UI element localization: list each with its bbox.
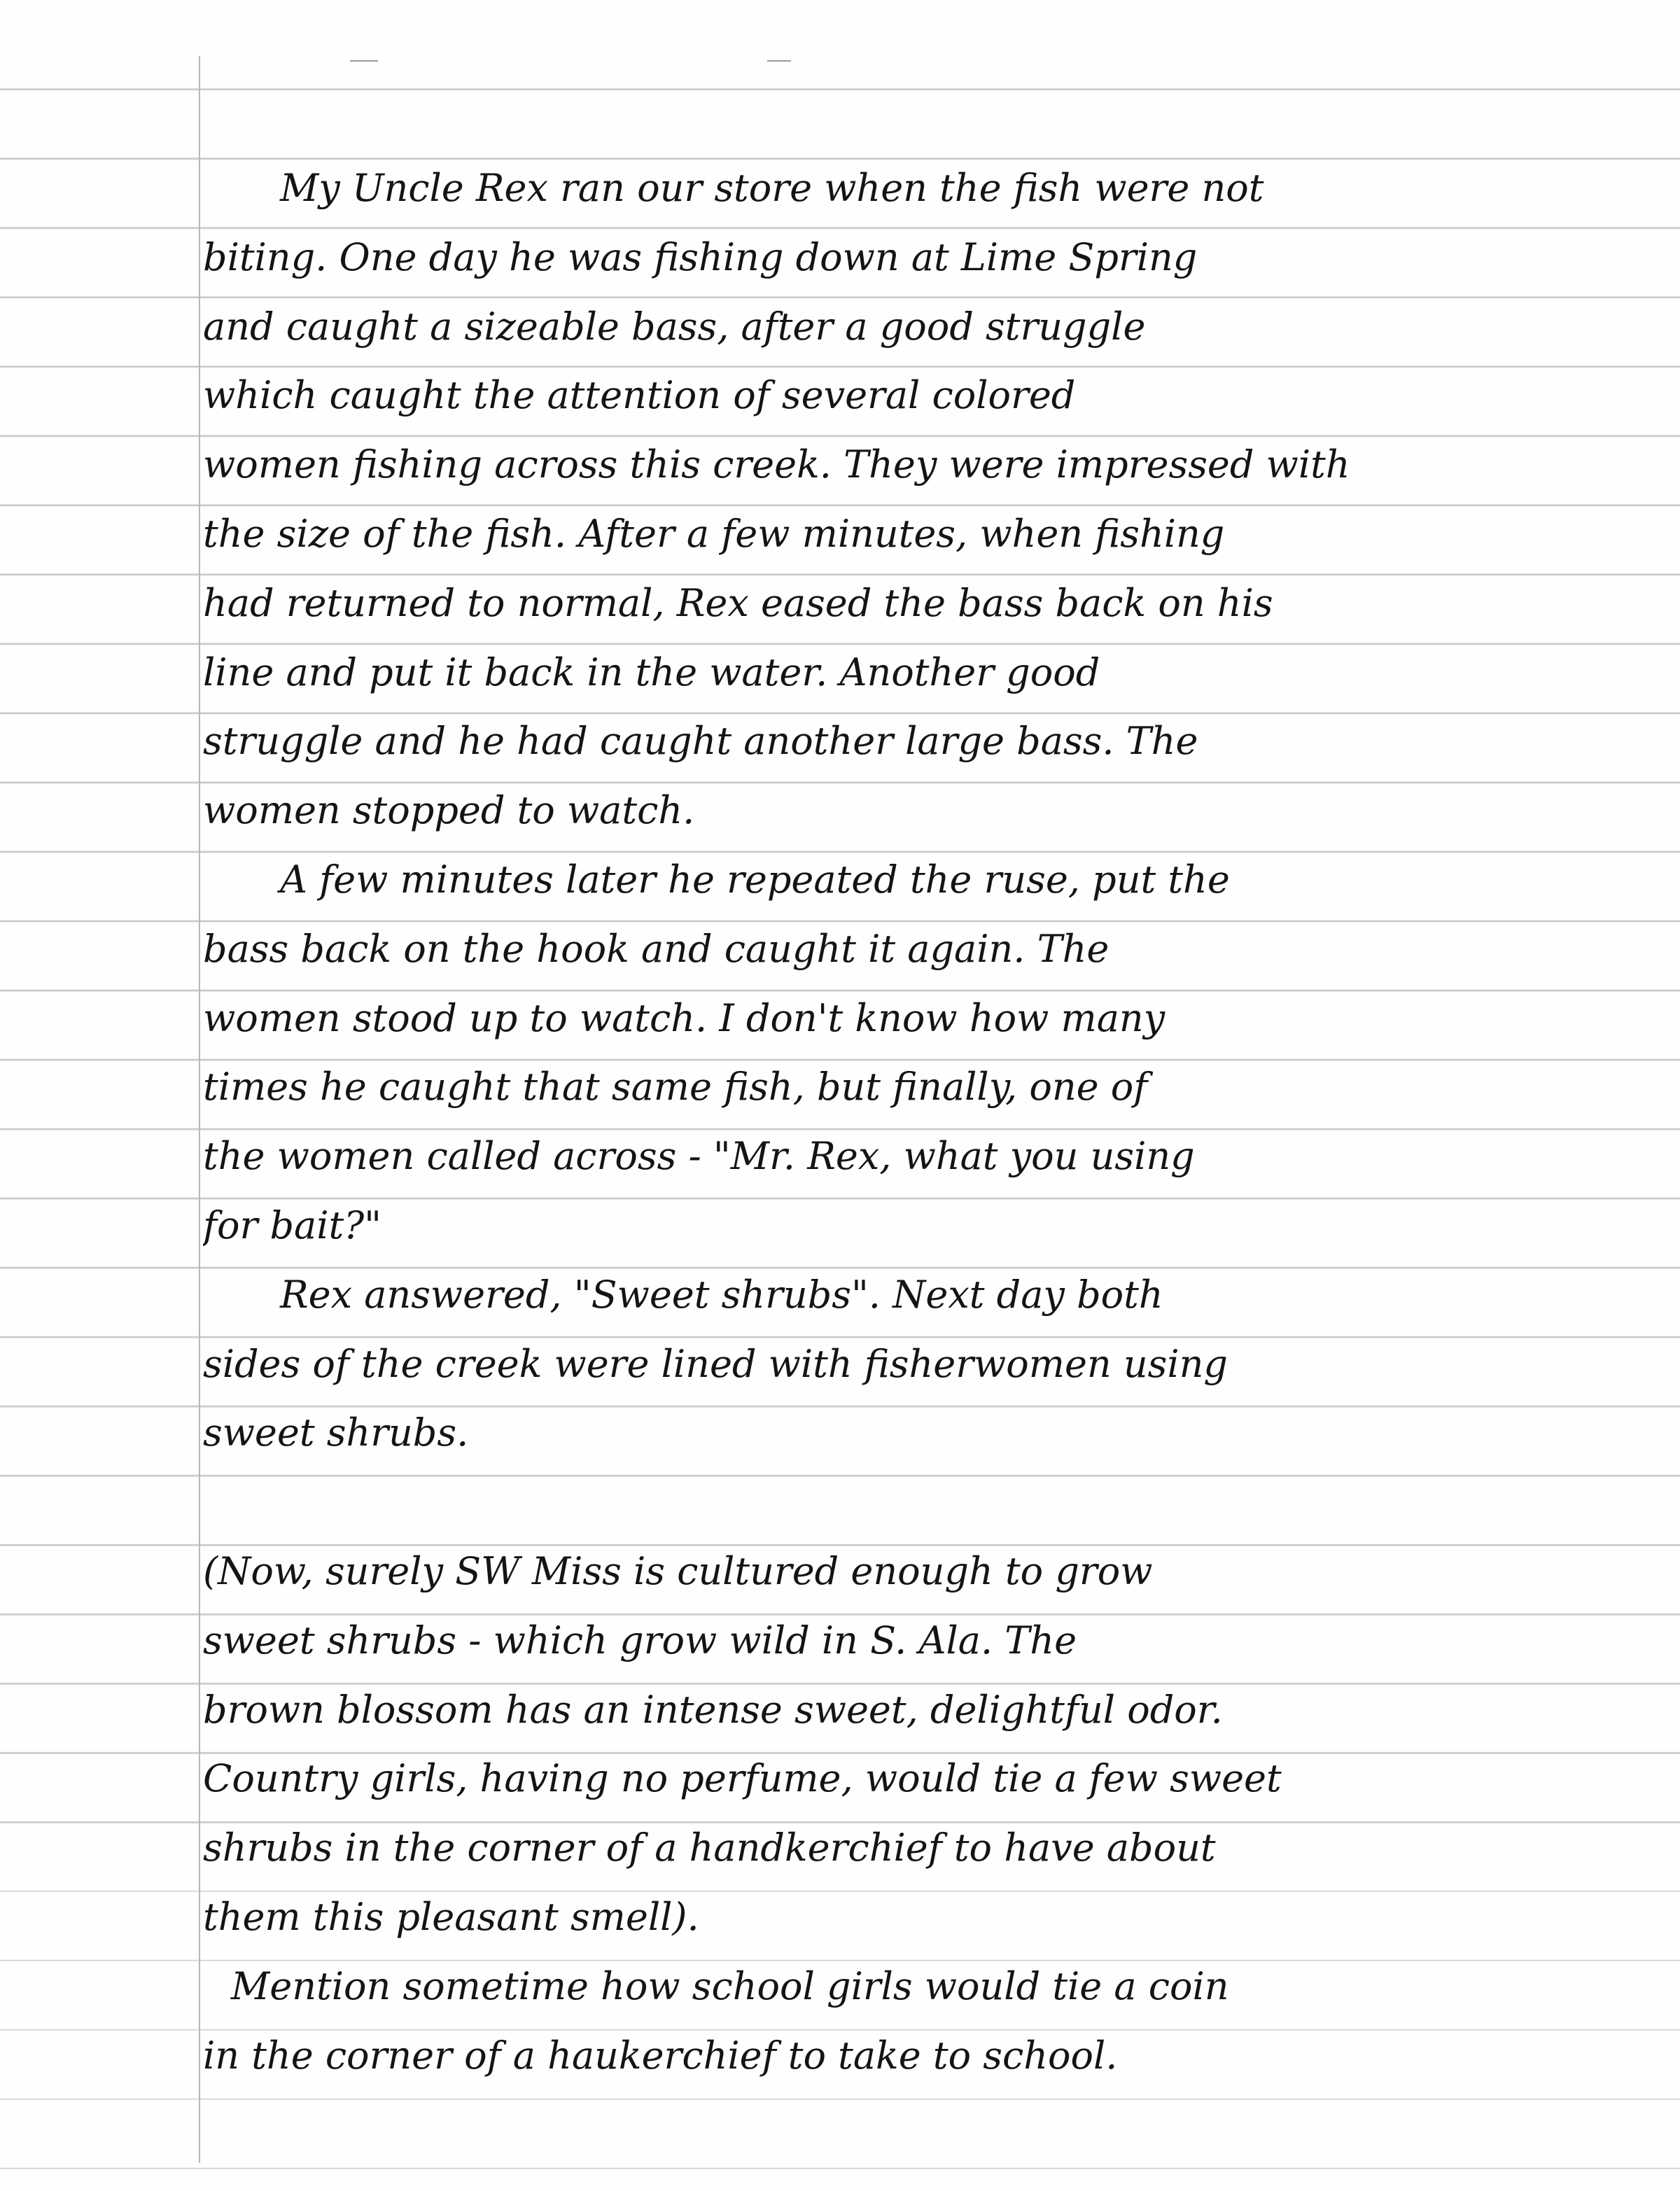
text-line: women stood up to watch. I don't know how many [203, 995, 1166, 1040]
paragraph-3 [203, 1261, 1645, 1468]
paragraph-2 [203, 846, 1645, 1261]
text-line: the women called across - "Mr. Rex, what you using [203, 1134, 1195, 1179]
text-line: sweet shrubs - which grow wild in S. Ala. The [203, 1618, 1077, 1662]
text-line: Mention sometime how school girls would tie a coin [231, 1963, 1229, 2008]
margin-line [199, 56, 200, 2163]
text-line: sides of the creek were lined with fisherwomen using [203, 1341, 1228, 1386]
text-line: had returned to normal, Rex eased the bass back on his [203, 580, 1273, 625]
text-line: the size of the fish. After a few minutes, when fishing [203, 511, 1225, 556]
text-line: line and put it back in the water. Another good [203, 650, 1100, 694]
text-line: and caught a sizeable bass, after a good struggle [203, 304, 1146, 349]
text-line: biting. One day he was fishing down at Lime Spring [203, 234, 1198, 279]
text-line: struggle and he had caught another large bass. The [203, 719, 1198, 764]
paragraph-4 [203, 1537, 1645, 1952]
paragraph-1 [203, 154, 1645, 846]
text-line: Country girls, having no perfume, would tie a few sweet [203, 1756, 1282, 1801]
text-line: for bait?" [203, 1203, 382, 1247]
text-line: sweet shrubs. [203, 1410, 469, 1455]
text-line: shrubs in the corner of a handkerchief to have about [203, 1826, 1216, 1870]
text-line: times he caught that same fish, but finally, one of [203, 1065, 1148, 1110]
top-mark [767, 60, 791, 62]
text-line: Rex answered, "Sweet shrubs". Next day both [280, 1272, 1163, 1317]
handwritten-text [203, 154, 1645, 2090]
text-line: in the corner of a haukerchief to take to school. [203, 2033, 1118, 2078]
text-line: brown blossom has an intense sweet, delightful odor. [203, 1687, 1223, 1732]
text-line: women stopped to watch. [203, 788, 695, 833]
blank-line [203, 1468, 1645, 1537]
paragraph-5 [203, 1952, 1645, 2091]
text-line: women fishing across this creek. They were impressed with [203, 442, 1350, 487]
top-mark [350, 60, 378, 62]
text-line: bass back on the hook and caught it again. The [203, 926, 1110, 971]
text-line: My Uncle Rex ran our store when the fish were not [280, 166, 1264, 210]
text-line: A few minutes later he repeated the ruse, put the [280, 857, 1230, 902]
text-line: them this pleasant smell). [203, 1894, 699, 1939]
text-line: which caught the attention of several colored [203, 373, 1076, 418]
text-line: (Now, surely SW Miss is cultured enough to grow [203, 1548, 1153, 1593]
